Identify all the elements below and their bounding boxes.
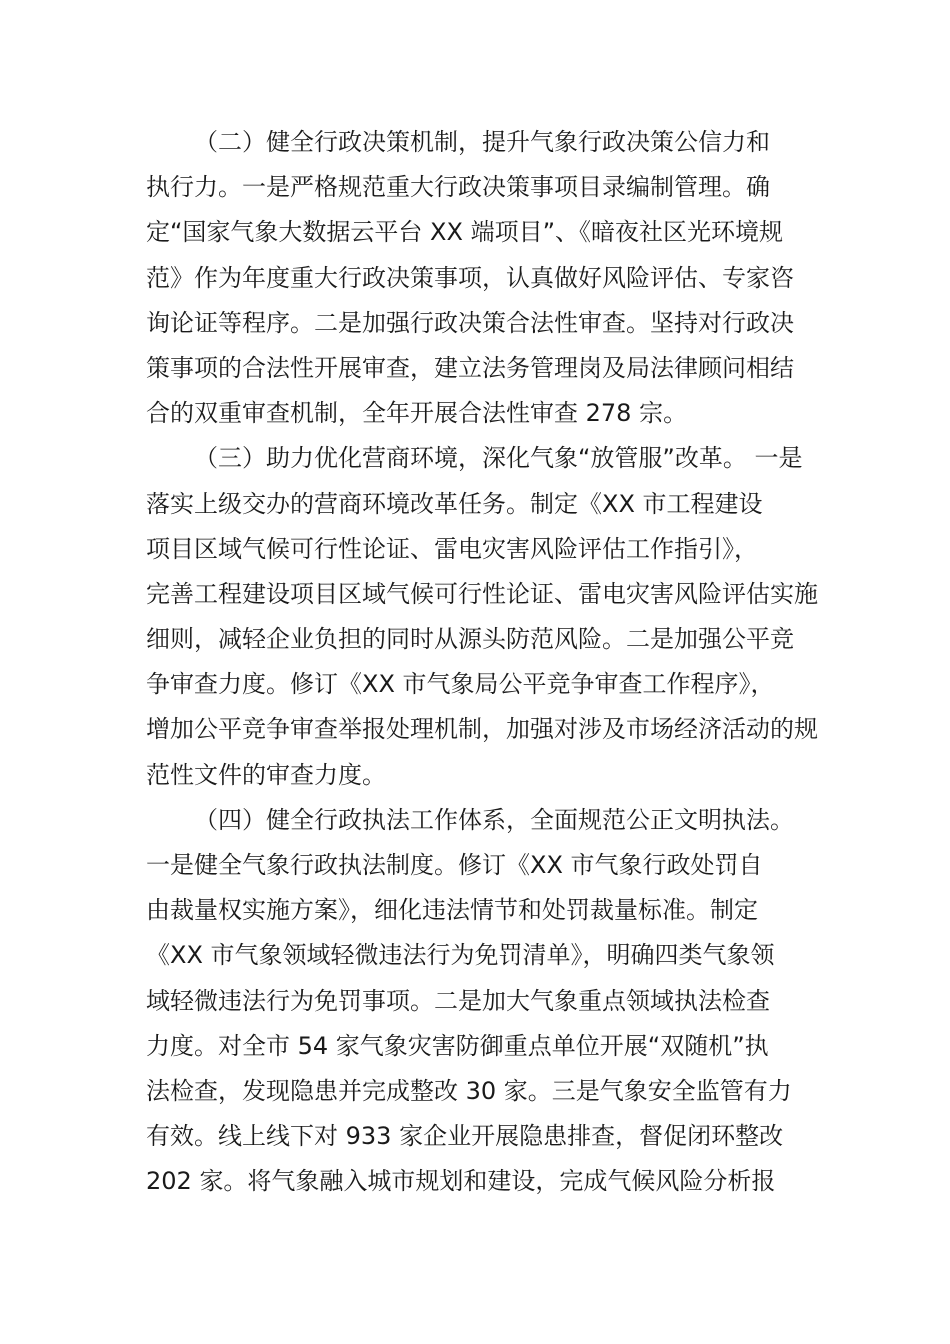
- paragraph-line: 增加公平竞争审查举报处理机制，加强对涉及市场经济活动的规: [146, 715, 818, 744]
- paragraph-line: 项目区域气候可行性论证、雷电灾害风险评估工作指引》，: [146, 534, 758, 563]
- paragraph-line: 询论证等程序。二是加强行政决策合法性审查。坚持对行政决: [146, 308, 794, 337]
- paragraph-line: 力度。对全市 54 家气象灾害防御重点单位开展“双随机”执: [146, 1031, 769, 1060]
- paragraph-line: 执行力。一是严格规范重大行政决策事项目录编制管理。确: [146, 173, 770, 202]
- paragraph-line: 法检查，发现隐患并完成整改 30 家。三是气象安全监管有力: [146, 1076, 792, 1105]
- paragraph-line: （四）健全行政执法工作体系，全面规范公正文明执法。: [194, 805, 794, 834]
- paragraph-line: 范性文件的审查力度。: [146, 760, 386, 789]
- paragraph-line: （二）健全行政决策机制，提升气象行政决策公信力和: [194, 128, 770, 156]
- paragraph-section-3: [146, 436, 826, 798]
- paragraph-line: 域轻微违法行为免罚事项。二是加大气象重点领域执法检查: [146, 986, 770, 1015]
- paragraph-line: 《XX 市气象领域轻微违法行为免罚清单》，明确四类气象领: [146, 941, 775, 970]
- paragraph-line: 落实上级交办的营商环境改革任务。制定《XX 市工程建设: [146, 489, 763, 518]
- paragraph-line: 细则，减轻企业负担的同时从源头防范风险。二是加强公平竞: [146, 625, 794, 654]
- paragraph-line: 策事项的合法性开展审查，建立法务管理岗及局法律顾问相结: [146, 353, 794, 382]
- paragraph-line: 有效。线上线下对 933 家企业开展隐患排查，督促闭环整改: [146, 1122, 784, 1151]
- paragraph-line: 合的双重审查机制，全年开展合法性审查 278 宗。: [146, 399, 688, 428]
- paragraph-section-2: [146, 120, 826, 436]
- paragraph-line: 一是健全气象行政执法制度。修订《XX 市气象行政处罚自: [146, 851, 763, 879]
- paragraph-section-4: [146, 798, 826, 1205]
- paragraph-line: 定“国家气象大数据云平台 XX 端项目”、《暗夜社区光环境规: [146, 218, 784, 247]
- paragraph-line: 范》作为年度重大行政决策事项，认真做好风险评估、专家咨: [146, 263, 794, 292]
- document-body: [146, 120, 826, 1205]
- paragraph-line: 由裁量权实施方案》，细化违法情节和处罚裁量标准。制定: [146, 896, 758, 925]
- paragraph-line: 完善工程建设项目区域气候可行性论证、雷电灾害风险评估实施: [146, 579, 818, 608]
- paragraph-line: 争审查力度。修订《XX 市气象局公平竞争审查工作程序》，: [146, 670, 775, 699]
- paragraph-line: （三）助力优化营商环境，深化气象“放管服”改革。 一是: [194, 444, 803, 473]
- paragraph-line: 202 家。将气象融入城市规划和建设，完成气候风险分析报: [146, 1167, 776, 1196]
